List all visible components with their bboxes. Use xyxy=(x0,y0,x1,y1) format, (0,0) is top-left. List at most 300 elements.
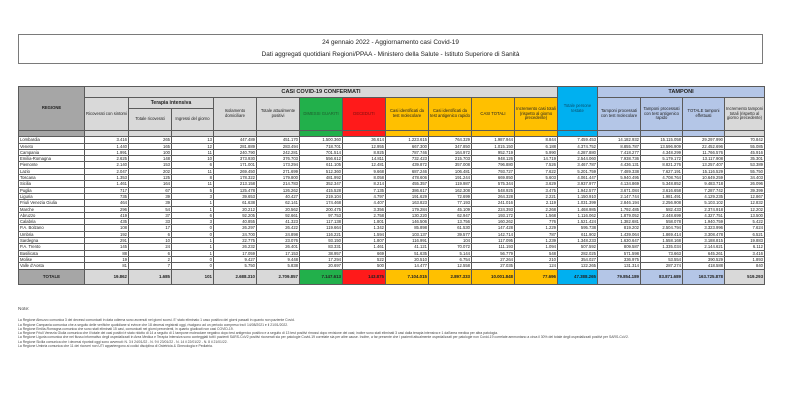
table-cell: 439.872 xyxy=(386,162,429,168)
total-cell: 101 xyxy=(172,269,214,284)
table-cell: 131.314 xyxy=(598,263,641,269)
table-cell: 77.193 xyxy=(429,200,472,206)
table-cell: 1.568 xyxy=(515,212,558,218)
table-cell: 575.344 xyxy=(472,181,515,187)
table-cell: 0 xyxy=(172,263,214,269)
table-cell: 7.627.191 xyxy=(641,168,683,174)
table-cell: 35.301 xyxy=(725,156,765,162)
table-cell: 787.746 xyxy=(386,149,429,155)
table-body xyxy=(19,137,765,284)
table-cell: 11.766.576 xyxy=(683,149,725,155)
table-cell: 8.214 xyxy=(343,181,386,187)
table-cell: 282.025 xyxy=(558,250,598,256)
header-tamponi-molecolare: Tamponi processati con test molecolare xyxy=(598,98,641,131)
table-cell: 24.898 xyxy=(257,231,300,237)
table-cell: 51.635 xyxy=(386,250,429,256)
table-cell: 104 xyxy=(429,238,472,244)
table-cell: 240.790 xyxy=(214,149,257,155)
header-incremento-casi: Incremento casi totali (rispetto al giorno precedente) xyxy=(515,98,558,131)
table-cell: 13.117.908 xyxy=(683,156,725,162)
table-cell: 2.544.060 xyxy=(558,156,598,162)
table-cell: 3 xyxy=(172,193,214,199)
table-cell: 160.262 xyxy=(472,219,515,225)
table-cell: 20.697 xyxy=(300,263,343,269)
table-cell: 522 xyxy=(343,256,386,262)
region-name: Lazio xyxy=(19,168,85,174)
table-cell: 418.588 xyxy=(683,263,725,269)
header-casi-antigenico: Casi identificati da test antigenico rapido xyxy=(429,98,472,131)
table-cell: 17.153 xyxy=(257,250,300,256)
table-cell: 3.475 xyxy=(515,187,558,193)
table-cell: 2.140 xyxy=(85,162,129,168)
header-deceduti: DECEDUTI xyxy=(343,98,386,131)
total-cell: 19.862 xyxy=(85,269,129,284)
group-header-terapia: Terapia intensiva xyxy=(129,98,214,109)
table-cell: 162.308 xyxy=(429,187,472,193)
table-cell: 451.170 xyxy=(257,137,300,143)
table-cell: 669 xyxy=(343,250,386,256)
table-cell: 20.212 xyxy=(214,206,257,212)
table-cell: 776 xyxy=(515,219,558,225)
notes-section xyxy=(18,308,758,348)
table-cell: 1.500.360 xyxy=(300,137,343,143)
table-cell: 5.940.495 xyxy=(598,175,641,181)
table-cell: 558.078 xyxy=(641,219,683,225)
table-cell: 126.262 xyxy=(257,187,300,193)
table-cell: 12.558 xyxy=(429,263,472,269)
total-cell: 163.725.878 xyxy=(683,269,725,284)
table-cell: 6 xyxy=(172,162,214,168)
total-cell: 79.854.189 xyxy=(598,269,641,284)
table-cell: 33 xyxy=(129,219,172,225)
table-cell: 125.478 xyxy=(214,187,257,193)
table-cell: 24 xyxy=(129,244,172,250)
table-cell: 701.514 xyxy=(300,149,343,155)
table-cell: 164 xyxy=(129,181,172,187)
table-cell: 72.699 xyxy=(429,193,472,199)
table-cell: 7.938.736 xyxy=(598,156,641,162)
table-cell: 179.284 xyxy=(386,206,429,212)
table-cell: 1.521.424 xyxy=(558,219,598,225)
table-cell: 1.382.681 xyxy=(598,219,641,225)
table-cell: 116.221 xyxy=(300,231,343,237)
table-cell: 22.452.696 xyxy=(683,143,725,149)
table-cell: 27.035 xyxy=(472,263,515,269)
table-cell: 12.867 xyxy=(725,193,765,199)
table-cell: 26.297 xyxy=(214,225,257,231)
table-cell: 23.076 xyxy=(257,238,300,244)
region-name: Calabria xyxy=(19,219,85,225)
table-cell: 1.807 xyxy=(343,238,386,244)
region-name: Sardegna xyxy=(19,238,85,244)
report-title: 24 gennaio 2022 - Aggiornamento casi Covid-19 xyxy=(322,39,459,46)
table-cell: 106.481 xyxy=(429,168,472,174)
table-cell: 62.141 xyxy=(257,200,300,206)
table-cell: 55.085 xyxy=(725,143,765,149)
table-cell: 5.603 xyxy=(515,175,558,181)
table-cell: 45.109 xyxy=(429,206,472,212)
table-cell: 202 xyxy=(129,168,172,174)
table-cell: 165 xyxy=(129,143,172,149)
total-row xyxy=(19,269,765,284)
table-cell: 210 xyxy=(515,256,558,262)
table-cell: 1.150.910 xyxy=(558,193,598,199)
table-cell: 8.855.787 xyxy=(598,143,641,149)
table-cell: 191.244 xyxy=(429,175,472,181)
table-cell: 45.916 xyxy=(725,149,765,155)
table-cell: 2.846.194 xyxy=(598,200,641,206)
table-cell: 12.832 xyxy=(725,200,765,206)
table-cell: 5.348.852 xyxy=(641,181,683,187)
table-cell: 242.281 xyxy=(257,149,300,155)
table-cell: 548.925 xyxy=(472,187,515,193)
table-cell: 809.587 xyxy=(598,244,641,250)
table-cell: 7.489.338 xyxy=(598,168,641,174)
region-name: Marche xyxy=(19,206,85,212)
table-cell: 5.422 xyxy=(725,219,765,225)
table-cell: 1.439.064 xyxy=(598,231,641,237)
note-line: La Regione Liguria comunica che nel flusso informativo degli ospedalizzati in Area Medica e Terapia Intensiva sono conteggiati tutti i pazienti SARS-CoV2 positivi ricoverati sia per patologie Covid-19 correlate sia per altre cause. Inoltre, a far presente che i pazienti attualmente ospedalizzati per patologie non Covid-19 correlate ammontano a circa il 30% del totale degli ospedalizzati positivi per SARS-CoV2. xyxy=(18,335,629,340)
table-cell: 8.925 xyxy=(343,149,386,155)
table-cell: 283.494 xyxy=(257,143,300,149)
table-cell: 214.783 xyxy=(257,181,300,187)
region-name: P.A. Bolzano xyxy=(19,225,85,231)
table-cell: 97.753 xyxy=(300,212,343,218)
table-cell: 9.448 xyxy=(257,256,300,262)
table-cell: 1.792.485 xyxy=(598,206,641,212)
note-line: La Regione Friuli Venezia Giulia comunica che il totale dei casi positivi è stato ridotto di 14 a seguito di 1 tampone molecolare negativo dopo test antigenico positivo e a seguito di 13 test positivi rimossi dopo revisione dei casi; inoltre sono stati eliminati 3 casi dalla terapia intensiva e 1 dall'area medica per altra patologia. xyxy=(18,331,498,336)
table-cell: 1 xyxy=(172,206,214,212)
table-cell: 1.461 xyxy=(343,244,386,250)
table-cell: 2.448.699 xyxy=(641,212,683,218)
table-cell: 1 xyxy=(172,250,214,256)
table-cell: 7.459.453 xyxy=(558,137,598,143)
note-line: La Regione Emilia-Romagna comunica che sono stati eliminati 15 casi, comunicati nei giorni precedenti, in quanto giudicati non casi COVID-19. xyxy=(18,326,234,331)
table-cell: 179.800 xyxy=(257,175,300,181)
table-cell: 447.489 xyxy=(214,137,257,143)
table-cell: 1.440 xyxy=(85,143,129,149)
notes-title: Note: xyxy=(18,307,30,312)
table-cell: 6 xyxy=(172,212,214,218)
table-cell: 41.121 xyxy=(386,244,429,250)
table-cell: 83.331 xyxy=(300,244,343,250)
table-cell: 4.327.751 xyxy=(683,212,725,218)
group-header-tamponi: TAMPONI xyxy=(598,87,765,98)
table-cell: 264.328 xyxy=(472,193,515,199)
table-cell: 174.468 xyxy=(300,200,343,206)
table-cell: 13.257.407 xyxy=(683,162,725,168)
table-cell: 20.562 xyxy=(257,206,300,212)
header-incremento-tamponi: Incremento tamponi totali (rispetto al giorno precedente) xyxy=(725,98,765,131)
table-cell: 1.223.615 xyxy=(386,137,429,143)
table-cell: 8.058 xyxy=(343,175,386,181)
table-cell: 39 xyxy=(129,200,172,206)
table-cell: 14.182.932 xyxy=(598,137,641,143)
table-cell: 4.287.880 xyxy=(558,149,598,155)
region-name: Lombardia xyxy=(19,137,85,143)
header-tamponi-antigenico: Tamponi processati con test antigenico rapido xyxy=(641,98,683,131)
table-cell: 3.416 xyxy=(85,137,129,143)
table-cell: 117.138 xyxy=(300,219,343,225)
note-line: La Regione Abruzzo comunica 3 dei decessi comunicati in data odierna sono avvenuti nei giorni scorsi. E' stato eliminato 1 caso positivo dei giorni passati in quanto non paziente Covid. xyxy=(18,318,295,323)
table-cell: 6.521 xyxy=(725,231,765,237)
table-cell: 145 xyxy=(85,244,129,250)
table-cell: 26.401 xyxy=(257,244,300,250)
table-cell: 17.294 xyxy=(300,256,343,262)
table-cell: 1.558.168 xyxy=(641,238,683,244)
table-cell: 1 xyxy=(172,200,214,206)
table-cell: 0 xyxy=(172,231,214,237)
table-cell: 1.893 xyxy=(725,256,765,262)
table-cell: 595.738 xyxy=(558,225,598,231)
total-cell: 1.685 xyxy=(129,269,172,284)
table-cell: 8.844 xyxy=(515,137,558,143)
region-name: Liguria xyxy=(19,193,85,199)
table-cell: 7.622 xyxy=(515,168,558,174)
table-cell: 1.987.944 xyxy=(472,137,515,143)
table-cell: 571.598 xyxy=(598,250,641,256)
note-line: La Regione Sicilia comunica che i decessi riportati oggi sono avvenuti: N. 3 il 24/01/22 - N. 9 il 23/01/22 - N. 14 il 22/01/22 - N. 8 il 21/01/22. xyxy=(18,339,228,344)
table-cell: 415.528 xyxy=(300,187,343,193)
total-cell: 7.147.613 xyxy=(300,269,343,284)
table-cell: 19.883 xyxy=(725,238,765,244)
table-cell: 41.323 xyxy=(257,219,300,225)
table-cell: 171.001 xyxy=(214,162,257,168)
table-cell: 2.144.621 xyxy=(683,244,725,250)
table-cell: 5.990 xyxy=(515,149,558,155)
table-cell: 62.947 xyxy=(429,212,472,218)
table-cell: 4.129.235 xyxy=(683,193,725,199)
table-cell: 291 xyxy=(85,238,129,244)
region-name: Veneto xyxy=(19,143,85,149)
table-cell: 1.801 xyxy=(343,219,386,225)
table-cell: 764.329 xyxy=(429,137,472,143)
table-cell: 70.842 xyxy=(725,137,765,143)
table-cell: 787 xyxy=(515,231,558,237)
table-cell: 2 xyxy=(129,256,172,262)
total-cell: 83.871.689 xyxy=(641,269,683,284)
table-cell: 61.530 xyxy=(429,225,472,231)
table-cell: 5.103.102 xyxy=(683,200,725,206)
table-cell: 4.708.764 xyxy=(641,175,683,181)
table-cell: 281.889 xyxy=(214,143,257,149)
table-cell: 15.116.529 xyxy=(683,168,725,174)
total-cell: 47.388.265 xyxy=(558,269,598,284)
table-cell: 611.105 xyxy=(300,162,343,168)
table-cell: 24.700 xyxy=(214,231,257,237)
table-cell: 215.703 xyxy=(429,156,472,162)
report-subtitle: Dati aggregati quotidiani Regioni/PPAA - Ministero della Salute - Istituto Superiore di Sanità xyxy=(261,51,520,58)
table-cell: 4.374.752 xyxy=(558,143,598,149)
table-cell: 13 xyxy=(172,137,214,143)
table-cell: 3.671.084 xyxy=(598,187,641,193)
table-cell: 611.902 xyxy=(558,231,598,237)
header-attualmente-positivi: Totale attualmente positivi xyxy=(257,98,300,131)
total-cell: 2.897.333 xyxy=(429,269,472,284)
table-cell: 2.119 xyxy=(515,200,558,206)
table-cell: 1.015.150 xyxy=(472,143,515,149)
table-cell: 582.433 xyxy=(641,206,683,212)
region-name: Toscana xyxy=(19,175,85,181)
total-label: TOTALE xyxy=(19,269,85,284)
table-cell: 1.031.399 xyxy=(558,200,598,206)
table-cell: 100 xyxy=(129,149,172,155)
table-cell: 26.232 xyxy=(214,244,257,250)
table-cell: 478.606 xyxy=(386,175,429,181)
table-cell: 27.264 xyxy=(472,256,515,262)
region-name: Valle d'Aosta xyxy=(19,263,85,269)
table-cell: 11 xyxy=(172,168,214,174)
table-cell: 53.389 xyxy=(725,162,765,168)
table-cell: 22.775 xyxy=(214,238,257,244)
table-cell: 2.047 xyxy=(85,168,129,174)
table-cell: 1.981.491 xyxy=(641,193,683,199)
table-cell: 419 xyxy=(85,212,129,218)
table-cell: 507.592 xyxy=(558,244,598,250)
table-cell: 1.991 xyxy=(85,149,129,155)
table-cell: 4.436.131 xyxy=(598,162,641,168)
table-cell: 5.750 xyxy=(214,263,257,269)
table-cell: 5.201.759 xyxy=(558,168,598,174)
table-cell: 336.975 xyxy=(598,256,641,262)
table-cell: 265 xyxy=(129,137,172,143)
table-cell: 13.500 xyxy=(725,212,765,218)
total-cell: 2.709.857 xyxy=(257,269,300,284)
table-cell: 4.407 xyxy=(343,200,386,206)
table-cell: 5.838 xyxy=(257,263,300,269)
table-cell: 20.510 xyxy=(386,256,429,262)
table-cell: 13.596.909 xyxy=(641,143,683,149)
table-cell: 67 xyxy=(129,187,172,193)
table-cell: 55.750 xyxy=(725,168,765,174)
table-cell: 1.239 xyxy=(515,238,558,244)
table-cell: 92.205 xyxy=(214,212,257,218)
table-cell: 464 xyxy=(85,200,129,206)
table-cell: 93.150 xyxy=(300,238,343,244)
header-isolamento: Isolamento domiciliare xyxy=(214,98,257,131)
table-cell: 0 xyxy=(172,256,214,262)
table-cell: 142.714 xyxy=(472,231,515,237)
table-cell: 718.701 xyxy=(300,143,343,149)
table-cell: 793.727 xyxy=(472,168,515,174)
table-cell: 61.638 xyxy=(214,200,257,206)
table-cell: 2.221 xyxy=(515,193,558,199)
region-name: Puglia xyxy=(19,187,85,193)
table-cell: 3.467.787 xyxy=(558,162,598,168)
table-cell: 38.957 xyxy=(300,250,343,256)
table-cell: 3.308.478 xyxy=(683,231,725,237)
table-cell: 10 xyxy=(129,238,172,244)
table-cell: 147.428 xyxy=(472,225,515,231)
table-cell: 1.468.985 xyxy=(558,206,598,212)
table-cell: 178.322 xyxy=(214,175,257,181)
table-cell: 11 xyxy=(172,181,214,187)
table-cell: 7.624 xyxy=(725,225,765,231)
covid-data-table xyxy=(18,86,765,285)
table-cell: 6 xyxy=(129,231,172,237)
table-cell: 12.955 xyxy=(343,143,386,149)
table-cell: 4.348.299 xyxy=(641,149,683,155)
table-cell: 481.992 xyxy=(300,175,343,181)
table-cell: 1.335.034 xyxy=(641,244,683,250)
table-cell: 11 xyxy=(172,149,214,155)
table-cell: 645.261 xyxy=(683,250,725,256)
table-cell: 9.427 xyxy=(214,256,257,262)
table-cell: 376.703 xyxy=(257,156,300,162)
note-line: La Regione Umbria comunica che 11 dei ricoveri non UTI appartengono ai codici disciplina di Ostetricia & Ginecologia e Pediatria. xyxy=(18,344,213,349)
table-cell: 12.202 xyxy=(725,206,765,212)
region-name: Friuli Venezia Giulia xyxy=(19,200,85,206)
table-cell: 85.898 xyxy=(386,225,429,231)
table-cell: 39 xyxy=(129,193,172,199)
table-cell: 17.059 xyxy=(214,250,257,256)
header-ricoverati: Ricoverati con sintomi xyxy=(85,98,129,131)
table-cell: 1.869.414 xyxy=(641,231,683,237)
table-cell: 390.529 xyxy=(683,256,725,262)
table-cell: 796.880 xyxy=(472,162,515,168)
header-casi-molecolare: Casi identificati da test molecolare xyxy=(386,98,429,131)
table-cell: 7.418.277 xyxy=(598,149,641,155)
table-cell: 173.294 xyxy=(257,162,300,168)
table-cell: 3.356 xyxy=(343,206,386,212)
table-cell: 4.061.447 xyxy=(558,175,598,181)
table-cell: 148 xyxy=(129,156,172,162)
table-cell: 352.347 xyxy=(300,181,343,187)
table-cell: 512.360 xyxy=(300,168,343,174)
table-cell: 103.137 xyxy=(386,231,429,237)
table-cell: 9.483.718 xyxy=(683,181,725,187)
table-cell: 548 xyxy=(515,250,558,256)
table-cell: 241.016 xyxy=(472,200,515,206)
table-cell: 840 xyxy=(725,263,765,269)
table-cell: 192 xyxy=(85,231,129,237)
table-cell: 1.942.577 xyxy=(558,187,598,193)
table-cell: 1.630.647 xyxy=(598,238,641,244)
table-cell: 386.617 xyxy=(386,187,429,193)
table-cell: 667.300 xyxy=(386,143,429,149)
table-cell: 1.940.759 xyxy=(683,219,725,225)
table-cell: 455.357 xyxy=(386,181,429,187)
table-cell: 39.653 xyxy=(214,193,257,199)
table-cell: 3.629 xyxy=(515,181,558,187)
table-cell: 17 xyxy=(129,225,172,231)
table-cell: 164.972 xyxy=(429,149,472,155)
total-cell: 143.875 xyxy=(343,269,386,284)
table-cell: 7.287.742 xyxy=(683,187,725,193)
table-cell: 3.937.977 xyxy=(558,181,598,187)
table-cell: 7.135 xyxy=(343,187,386,193)
table-cell: 10.649.259 xyxy=(683,175,725,181)
table-cell: 2.268 xyxy=(515,206,558,212)
table-cell: 130.220 xyxy=(386,212,429,218)
table-cell: 1.594 xyxy=(343,231,386,237)
table-cell: 108 xyxy=(85,225,129,231)
table-cell: 687.246 xyxy=(386,168,429,174)
table-cell: 191.629 xyxy=(386,193,429,199)
table-cell: 14.811 xyxy=(343,156,386,162)
table-cell: 37 xyxy=(129,212,172,218)
table-cell: 4.134.869 xyxy=(598,181,641,187)
table-cell: 219.104 xyxy=(300,193,343,199)
table-cell: 717 xyxy=(85,187,129,193)
table-cell: 146.506 xyxy=(386,219,429,225)
table-cell: 14.477 xyxy=(386,263,429,269)
table-cell: 40.855 xyxy=(214,219,257,225)
header-totale-tamponi: TOTALE tamponi effettuati xyxy=(683,98,725,131)
table-cell: 92.661 xyxy=(257,212,300,218)
table-cell: 12.481 xyxy=(343,162,386,168)
table-cell: 163.823 xyxy=(386,200,429,206)
